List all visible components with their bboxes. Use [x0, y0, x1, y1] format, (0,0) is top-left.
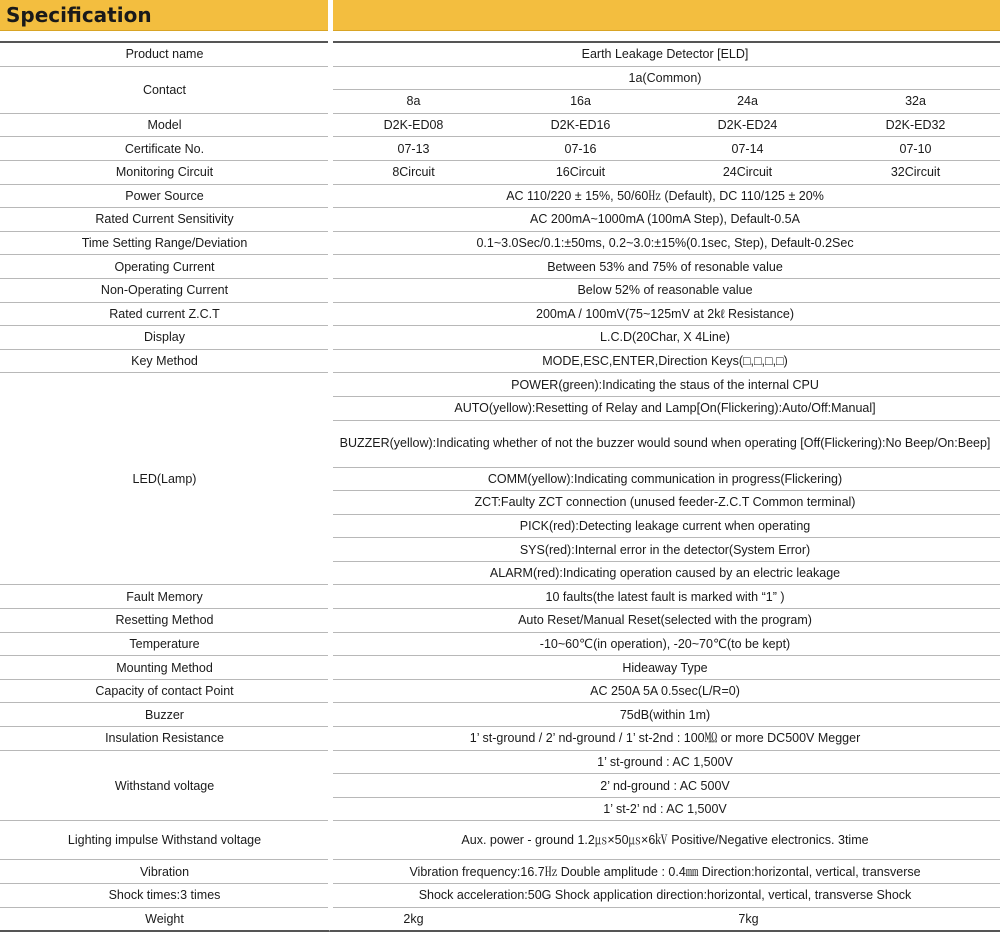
led-item: AUTO(yellow):Resetting of Relay and Lamp[On(Flickering):Auto/Off:Manual] [330, 397, 1000, 421]
cell-value: D2K-ED32 [831, 114, 1000, 138]
table-row [0, 703, 1000, 727]
row-label: Fault Memory [0, 585, 330, 609]
row-label: Key Method [0, 350, 330, 374]
table-row [0, 751, 1000, 775]
table-row [0, 884, 1000, 908]
table-row [0, 821, 1000, 860]
led-item: PICK(red):Detecting leakage current when operating [330, 515, 1000, 539]
row-value: MODE,ESC,ENTER,Direction Keys(□,□,□,□) [330, 350, 1000, 374]
row-value: Between 53% and 75% of resonable value [330, 255, 1000, 279]
cell-value: 8Circuit [330, 161, 497, 185]
table-row [0, 908, 1000, 932]
row-label: Time Setting Range/Deviation [0, 232, 330, 256]
row-label: Withstand voltage [0, 751, 330, 822]
table-row [0, 279, 1000, 303]
row-value: Below 52% of reasonable value [330, 279, 1000, 303]
row-value: Hideaway Type [330, 656, 1000, 680]
table-row [0, 326, 1000, 350]
cell-value: 16a [497, 90, 664, 114]
row-value: Aux. power - ground 1.2㎲×50㎲×6㎸ Positive/Negative electronics. 3time [330, 821, 1000, 860]
cell-value: 07-10 [831, 137, 1000, 161]
column-gap [328, 0, 333, 930]
table-row [0, 303, 1000, 327]
row-value: AC 110/220 ± 15%, 50/60㎐ (Default), DC 110/125 ± 20% [330, 185, 1000, 209]
row-value: 200mA / 100mV(75~125mV at 2kℓ Resistance) [330, 303, 1000, 327]
row-value: 10 faults(the latest fault is marked with “1” ) [330, 585, 1000, 609]
cell-value: 07-16 [497, 137, 664, 161]
led-item: POWER(green):Indicating the staus of the internal CPU [330, 373, 1000, 397]
led-item: SYS(red):Internal error in the detector(System Error) [330, 538, 1000, 562]
table-row [0, 114, 1000, 138]
row-value: AC 200mA~1000mA (100mA Step), Default-0.5A [330, 208, 1000, 232]
row-label: Contact [0, 67, 330, 114]
cell-value: 16Circuit [497, 161, 664, 185]
row-value: -10~60℃(in operation), -20~70℃(to be kept) [330, 633, 1000, 657]
row-label: Resetting Method [0, 609, 330, 633]
led-item: BUZZER(yellow):Indicating whether of not the buzzer would sound when operating [Off(Flickering):No Beep/On:Beep] [330, 421, 1000, 468]
section-title: Specification [6, 3, 152, 27]
row-label: Rated Current Sensitivity [0, 208, 330, 232]
row-label: Mounting Method [0, 656, 330, 680]
row-label: Product name [0, 41, 330, 67]
section-header [0, 0, 1000, 31]
row-value: 1a(Common) [330, 67, 1000, 91]
table-row [0, 860, 1000, 884]
withstand-item: 1’ st-2’ nd : AC 1,500V [330, 798, 1000, 822]
table-row [0, 67, 1000, 91]
specification-table [0, 41, 1000, 932]
cell-value: 07-13 [330, 137, 497, 161]
row-value: 75dB(within 1m) [330, 703, 1000, 727]
table-row [0, 350, 1000, 374]
row-label: Temperature [0, 633, 330, 657]
row-label: Capacity of contact Point [0, 680, 330, 704]
row-label: Operating Current [0, 255, 330, 279]
row-value: AC 250A 5A 0.5sec(L/R=0) [330, 680, 1000, 704]
cell-value: 07-14 [664, 137, 831, 161]
table-row [0, 137, 1000, 161]
row-value: 1’ st-ground / 2’ nd-ground / 1’ st-2nd : 100㏁ or more DC500V Megger [330, 727, 1000, 751]
row-value: Earth Leakage Detector [ELD] [330, 41, 1000, 67]
row-label: Rated current Z.C.T [0, 303, 330, 327]
row-label: Weight [0, 908, 330, 932]
cell-value: 7kg [497, 908, 1000, 932]
row-label: Shock times:3 times [0, 884, 330, 908]
table-row [0, 255, 1000, 279]
table-row [0, 656, 1000, 680]
cell-value: 2kg [330, 908, 497, 932]
row-label: Display [0, 326, 330, 350]
withstand-item: 2’ nd-ground : AC 500V [330, 774, 1000, 798]
led-item: ALARM(red):Indicating operation caused by an electric leakage [330, 562, 1000, 586]
cell-value: D2K-ED08 [330, 114, 497, 138]
table-row [0, 208, 1000, 232]
table-row [0, 373, 1000, 397]
cell-value: 24Circuit [664, 161, 831, 185]
row-label: Insulation Resistance [0, 727, 330, 751]
table-row [0, 680, 1000, 704]
row-label: Power Source [0, 185, 330, 209]
led-item: ZCT:Faulty ZCT connection (unused feeder-Z.C.T Common terminal) [330, 491, 1000, 515]
row-value: Shock acceleration:50G Shock application direction:horizontal, vertical, transverse Shock [330, 884, 1000, 908]
row-label: Model [0, 114, 330, 138]
row-label: LED(Lamp) [0, 373, 330, 585]
table-row [0, 727, 1000, 751]
cell-value: 32Circuit [831, 161, 1000, 185]
table-row [0, 232, 1000, 256]
cell-value: 8a [330, 90, 497, 114]
table-row [0, 161, 1000, 185]
row-label: Non-Operating Current [0, 279, 330, 303]
table-row [0, 185, 1000, 209]
cell-value: D2K-ED16 [497, 114, 664, 138]
table-row [0, 41, 1000, 67]
cell-value: 24a [664, 90, 831, 114]
row-label: Lighting impulse Withstand voltage [0, 821, 330, 860]
row-label: Certificate No. [0, 137, 330, 161]
table-row [0, 585, 1000, 609]
row-value: Auto Reset/Manual Reset(selected with the program) [330, 609, 1000, 633]
row-value: Vibration frequency:16.7㎐ Double amplitude : 0.4㎜ Direction:horizontal, vertical, transverse [330, 860, 1000, 884]
row-value: L.C.D(20Char, X 4Line) [330, 326, 1000, 350]
cell-value: D2K-ED24 [664, 114, 831, 138]
row-label: Monitoring Circuit [0, 161, 330, 185]
row-label: Vibration [0, 860, 330, 884]
cell-value: 32a [831, 90, 1000, 114]
withstand-item: 1’ st-ground : AC 1,500V [330, 751, 1000, 775]
row-label: Buzzer [0, 703, 330, 727]
row-value: 0.1~3.0Sec/0.1:±50ms, 0.2~3.0:±15%(0.1sec, Step), Default-0.2Sec [330, 232, 1000, 256]
table-row [0, 609, 1000, 633]
led-item: COMM(yellow):Indicating communication in progress(Flickering) [330, 468, 1000, 492]
table-row [0, 633, 1000, 657]
